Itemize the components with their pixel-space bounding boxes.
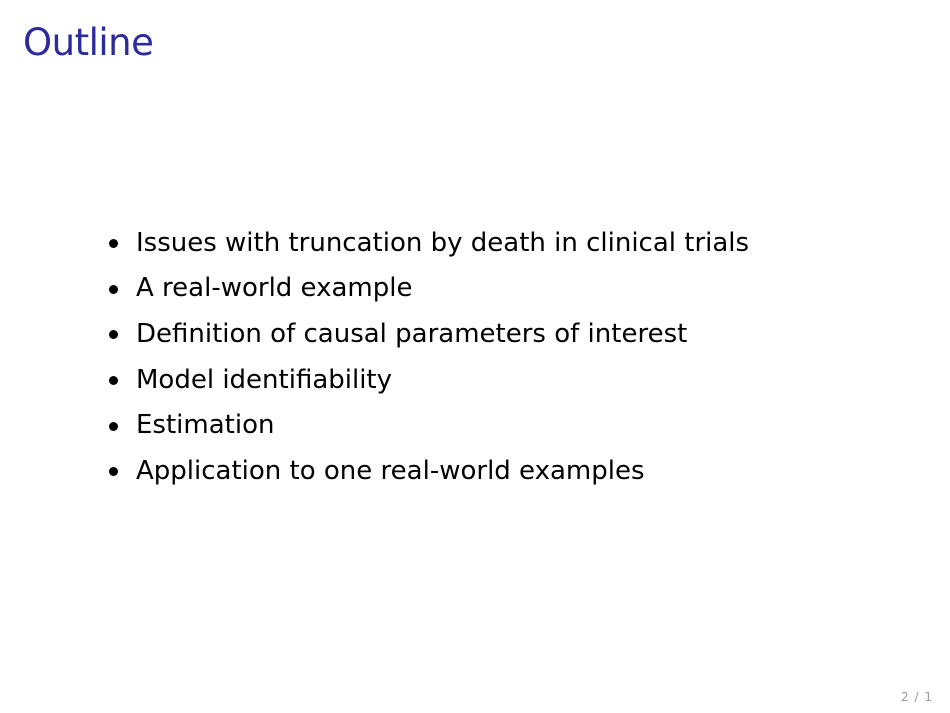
list-item — [109, 357, 749, 403]
bullet-dot-icon — [109, 285, 118, 294]
slide-title: Outline — [23, 21, 154, 64]
list-item — [109, 448, 749, 494]
outline-list — [109, 220, 749, 494]
bullet-dot-icon — [109, 376, 118, 385]
list-item — [109, 220, 749, 266]
list-item-text: Application to one real-world examples — [136, 455, 645, 486]
bullet-dot-icon — [109, 422, 118, 431]
page-number: 2 / 1 — [901, 690, 933, 704]
list-item — [109, 266, 749, 312]
list-item-text: Estimation — [136, 410, 275, 441]
list-item — [109, 311, 749, 357]
bullet-dot-icon — [109, 239, 118, 248]
bullet-dot-icon — [109, 330, 118, 339]
bullet-dot-icon — [109, 467, 118, 476]
list-item — [109, 402, 749, 448]
list-item-text: Issues with truncation by death in clinical trials — [136, 227, 750, 258]
list-item-text: A real-world example — [136, 273, 413, 304]
list-item-text: Model identifiability — [136, 364, 393, 395]
list-item-text: Definition of causal parameters of interest — [136, 318, 688, 349]
